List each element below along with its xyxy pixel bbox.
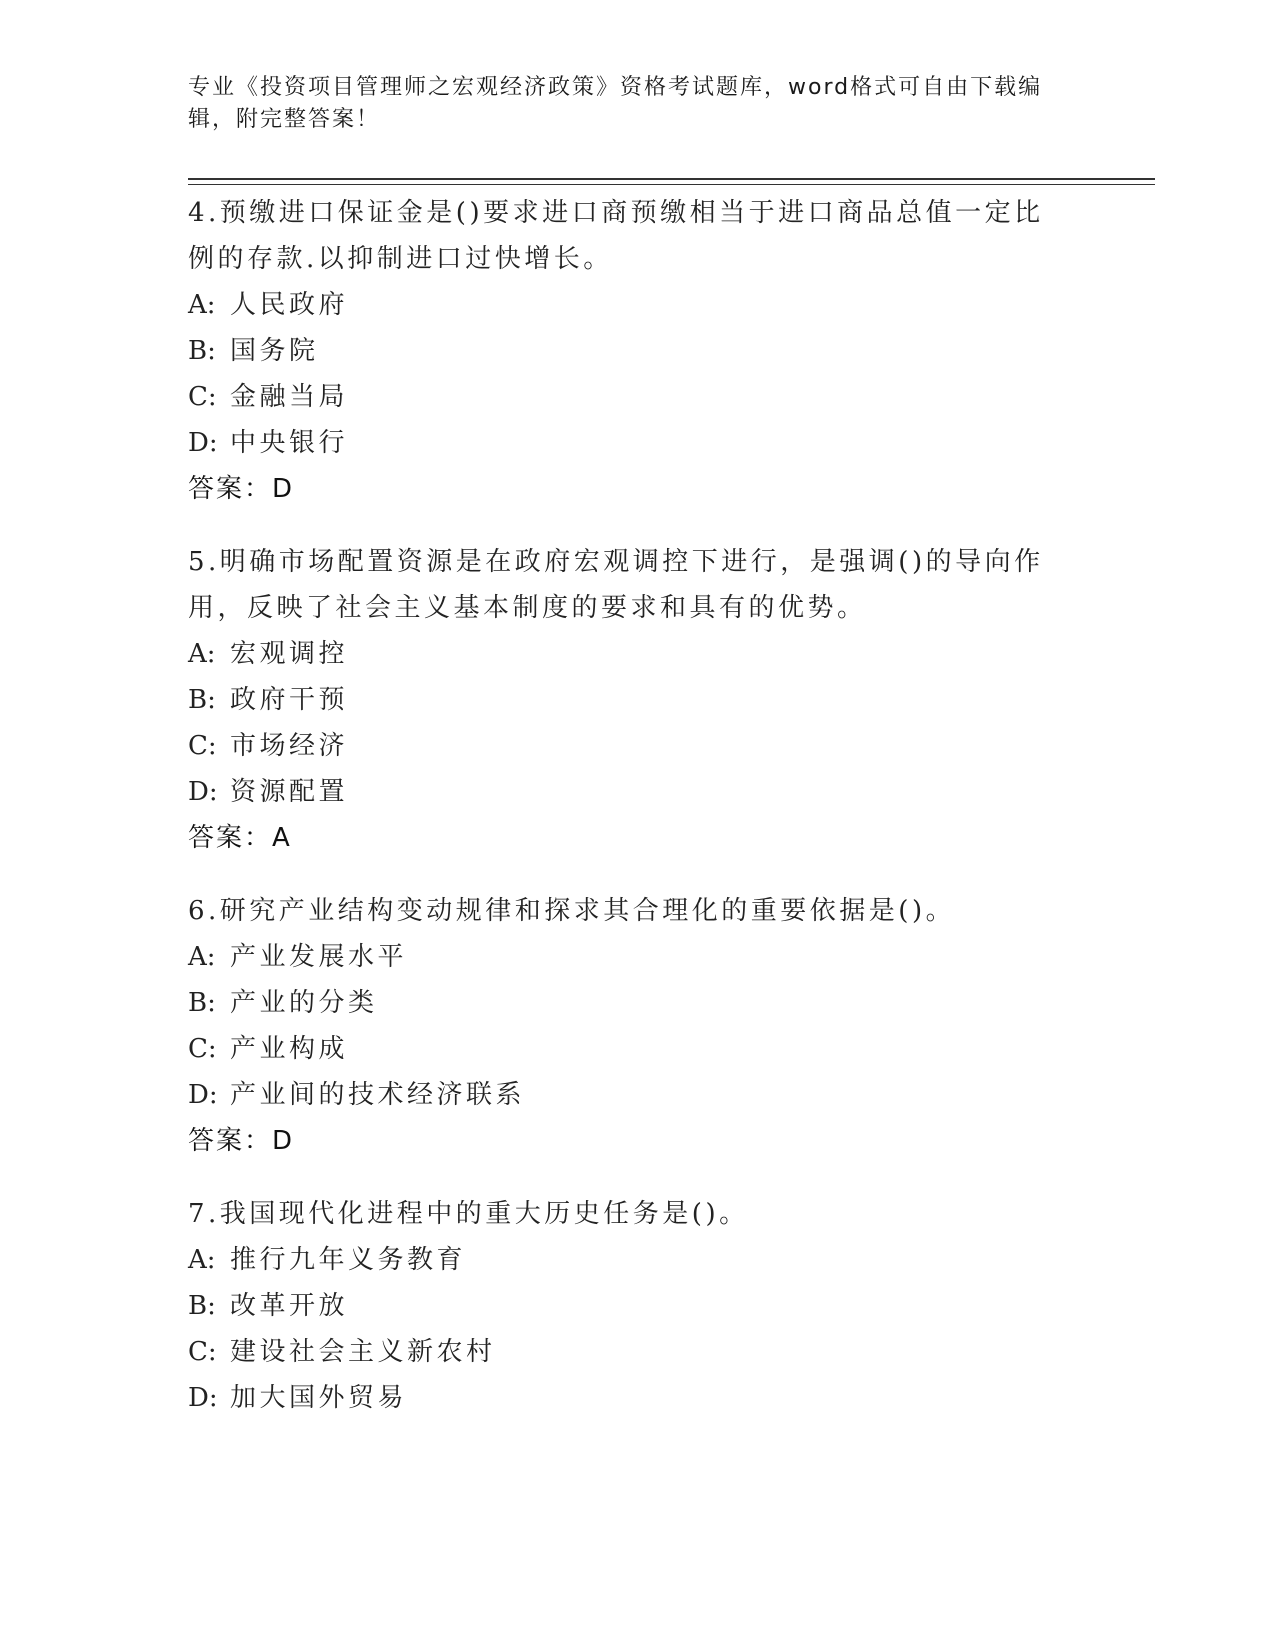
option-text: 政府干预 — [230, 685, 349, 715]
option-b — [188, 980, 1068, 1026]
option-text: 产业构成 — [230, 1034, 349, 1064]
question-stem: 7.我国现代化进程中的重大历史任务是()。 — [188, 1199, 749, 1229]
option-key: C: — [188, 731, 217, 761]
question-stem: 5.明确市场配置资源是在政府宏观调控下进行，是强调()的导向作用，反映了社会主义基本制度的要求和具有的优势。 — [188, 547, 1044, 623]
option-text: 产业的分类 — [230, 988, 378, 1018]
question-5 — [188, 539, 1068, 861]
option-key: C: — [188, 1034, 217, 1064]
option-key: C: — [188, 382, 217, 412]
question-7 — [188, 1191, 1068, 1421]
option-d — [188, 1072, 1068, 1118]
answer-line: 答案：D — [188, 474, 295, 504]
option-key: C: — [188, 1337, 217, 1367]
option-text: 加大国外贸易 — [230, 1383, 408, 1413]
option-text: 人民政府 — [230, 290, 349, 320]
option-c — [188, 374, 1068, 420]
option-c — [188, 1026, 1068, 1072]
option-c — [188, 1329, 1068, 1375]
option-b — [188, 677, 1068, 723]
option-key: D: — [188, 428, 218, 458]
option-d — [188, 1375, 1068, 1421]
option-key: A: — [188, 1245, 216, 1275]
question-stem: 6.研究产业结构变动规律和探求其合理化的重要依据是()。 — [188, 896, 956, 926]
document-header: 专业《投资项目管理师之宏观经济政策》资格考试题库，word格式可自由下载编辑，附完整答案！ — [188, 75, 1043, 132]
option-c — [188, 723, 1068, 769]
option-a — [188, 934, 1068, 980]
option-text: 国务院 — [230, 336, 319, 366]
option-key: D: — [188, 1383, 218, 1413]
answer-line: 答案：D — [188, 1126, 295, 1156]
option-key: A: — [188, 639, 216, 669]
option-key: A: — [188, 290, 216, 320]
option-key: B: — [188, 988, 216, 1018]
option-text: 建设社会主义新农村 — [230, 1337, 496, 1367]
option-d — [188, 769, 1068, 815]
option-key: B: — [188, 685, 216, 715]
option-b — [188, 328, 1068, 374]
question-list — [188, 190, 1068, 1448]
question-6 — [188, 888, 1068, 1164]
option-d — [188, 420, 1068, 466]
option-text: 产业发展水平 — [230, 942, 408, 972]
option-key: D: — [188, 777, 218, 807]
option-a — [188, 282, 1068, 328]
question-stem: 4.预缴进口保证金是()要求进口商预缴相当于进口商品总值一定比例的存款.以抑制进口过快增长。 — [188, 198, 1044, 274]
option-text: 改革开放 — [230, 1291, 349, 1321]
option-key: A: — [188, 942, 216, 972]
option-text: 中央银行 — [230, 428, 349, 458]
option-a — [188, 631, 1068, 677]
question-4 — [188, 190, 1068, 512]
option-text: 金融当局 — [230, 382, 349, 412]
option-text: 产业间的技术经济联系 — [230, 1080, 526, 1110]
option-a — [188, 1237, 1068, 1283]
option-key: B: — [188, 336, 216, 366]
option-key: B: — [188, 1291, 216, 1321]
option-text: 宏观调控 — [230, 639, 349, 669]
header-divider-thick — [188, 178, 1155, 180]
answer-line: 答案：A — [188, 823, 292, 853]
option-text: 资源配置 — [230, 777, 349, 807]
header-divider-thin — [188, 184, 1155, 185]
option-text: 推行九年义务教育 — [230, 1245, 467, 1275]
option-key: D: — [188, 1080, 218, 1110]
option-text: 市场经济 — [230, 731, 349, 761]
option-b — [188, 1283, 1068, 1329]
